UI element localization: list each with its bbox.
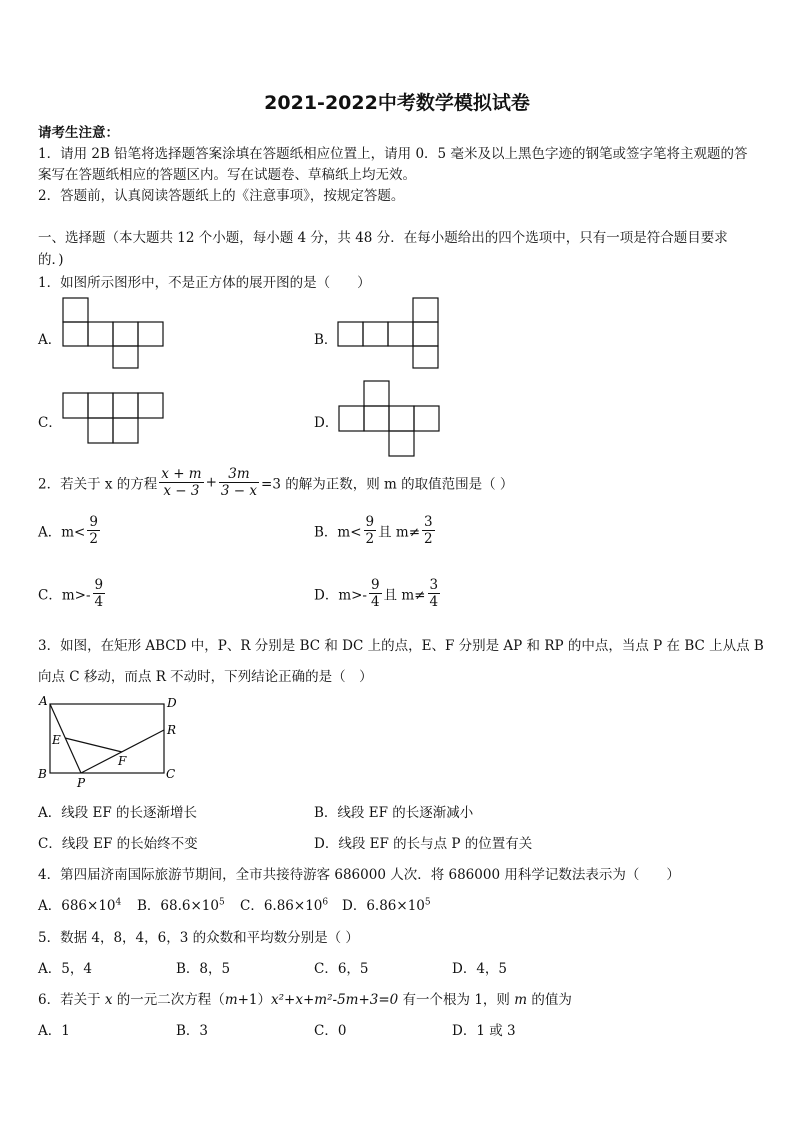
- q2-option-b-pre: B．m<: [314, 524, 362, 541]
- notice-item1-line1: 1．请用 2B 铅笔将选择题答案涂填在答题纸相应位置上，请用 0．5 毫米及以上黑色字迹的钢笔或签字笔将主观题的答: [38, 146, 748, 162]
- q2-option-a-pre: A．m<: [38, 524, 86, 541]
- q2-option-d-fraction-2: [428, 577, 441, 610]
- q2-option-b-num-2: 3: [424, 514, 433, 530]
- q2-option-c-pre: C．m>-: [38, 587, 91, 604]
- q3-label-d: D: [167, 696, 177, 710]
- section1-heading-line1: 一、选择题（本大题共 12 个小题，每小题 4 分，共 48 分．在每小题给出的四个选项中，只有一项是符合题目要求: [38, 230, 728, 246]
- q4-option-c-exponent: 6: [322, 897, 329, 908]
- q4-option-c: [240, 894, 328, 914]
- q3-label-a: A: [39, 694, 48, 708]
- q3-label-f: F: [118, 754, 127, 768]
- q2-option-d-num-1: 9: [371, 577, 380, 593]
- q3-label-p: P: [77, 776, 86, 790]
- notice-item1-line2: 案写在答题纸相应的答题区内。写在试题卷、草稿纸上均无效。: [38, 167, 416, 183]
- q2-stem-post: =3 的解为正数，则 m 的取值范围是（ ）: [261, 476, 514, 493]
- q1-option-a-label: A．: [38, 332, 62, 348]
- q2-option-b: [314, 514, 437, 547]
- notice-heading: 请考生注意：: [38, 125, 119, 141]
- q1-option-b-net: [337, 297, 442, 369]
- q2-option-c: [38, 577, 107, 610]
- q5-stem: 5．数据 4，8，4，6，3 的众数和平均数分别是（ ）: [38, 930, 359, 946]
- q2-option-c-num: 9: [94, 577, 104, 593]
- q6-equation: x²+x+m²-5m+3=0: [271, 992, 399, 1008]
- q2-option-b-fraction-2: [422, 514, 435, 547]
- q3-label-e: E: [52, 733, 61, 747]
- q2-option-d-den-1: 4: [371, 594, 380, 610]
- q4-option-c-base: C．6.86×10: [240, 898, 323, 914]
- q4-option-b-base: B．68.6×10: [137, 898, 219, 914]
- q6-stem-pre: 6．若关于: [38, 992, 105, 1008]
- q4-stem: 4．第四届济南国际旅游节期间，全市共接待游客 686000 人次．将 686000 用科学记数法表示为（ ）: [38, 867, 680, 883]
- q2-option-c-fraction: [93, 577, 106, 610]
- q2-stem-pre: 2．若关于 x 的方程: [38, 476, 158, 493]
- q2-option-a-fraction: [87, 514, 100, 547]
- q2-fraction-1: [159, 466, 203, 499]
- q1-option-d-net: [338, 380, 443, 458]
- q4-option-b: [137, 894, 225, 914]
- q2-fraction-1-den: x − 3: [163, 483, 200, 499]
- q1-option-a-net: [62, 297, 167, 369]
- q6-variable-m1: m: [224, 992, 238, 1008]
- q2-fraction-2-den: 3 − x: [220, 483, 258, 499]
- q2-option-d-fraction-1: [369, 577, 382, 610]
- q1-stem: 1．如图所示图形中，不是正方体的展开图的是（ ）: [38, 275, 371, 291]
- q3-option-d: D．线段 EF 的长与点 P 的位置有关: [314, 836, 533, 852]
- q6-stem: [38, 988, 572, 1008]
- q1-option-d-label: D．: [314, 415, 339, 431]
- q2-option-b-den-1: 2: [365, 531, 375, 547]
- q6-variable-x: x: [104, 992, 113, 1008]
- q2-fraction-2: [219, 466, 259, 499]
- q3-stem-line2: 向点 C 移动，而点 R 不动时，下列结论正确的是（ ）: [38, 669, 373, 685]
- q6-stem-mid3: 有一个根为 1，则: [398, 992, 515, 1008]
- q3-option-a: A．线段 EF 的长逐渐增长: [38, 805, 198, 821]
- q3-label-r: R: [167, 723, 177, 737]
- q6-option-c: C．0: [314, 1023, 347, 1039]
- q2-option-d-pre: D．m>-: [314, 587, 367, 604]
- q2-fraction-2-num: 3m: [219, 466, 259, 483]
- q3-option-b: B．线段 EF 的长逐渐减小: [314, 805, 474, 821]
- q3-option-c: C．线段 EF 的长始终不变: [38, 836, 198, 852]
- q4-option-a: [38, 894, 121, 914]
- q4-option-d: [342, 894, 431, 914]
- q5-option-d: D．4，5: [452, 961, 508, 977]
- q5-option-c: C．6，5: [314, 961, 369, 977]
- q2-option-a-num: 9: [89, 514, 98, 530]
- q6-stem-mid2: +1）: [237, 992, 272, 1008]
- q2-option-b-fraction-1: [364, 514, 377, 547]
- q1-option-b-label: B．: [314, 332, 338, 348]
- q3-segment-ef: [65, 738, 122, 752]
- q3-rectangle-figure: [36, 692, 181, 790]
- q2-option-d-num-2: 3: [429, 577, 439, 593]
- section1-heading-line2: 的．): [38, 252, 64, 268]
- q2-option-a: [38, 514, 102, 547]
- page-title: 2021-2022中考数学模拟试卷: [264, 92, 530, 114]
- q1-option-c-net: [62, 392, 167, 446]
- q6-stem-post: 的值为: [527, 992, 572, 1008]
- q6-stem-mid1: 的一元二次方程（: [112, 992, 225, 1008]
- q2-stem: [38, 466, 513, 499]
- q4-option-d-base: D．6.86×10: [342, 898, 425, 914]
- q2-option-d-mid: 且 m≠: [383, 587, 426, 604]
- q2-option-b-num-1: 9: [365, 514, 375, 530]
- q6-option-b: B．3: [176, 1023, 209, 1039]
- q3-stem-line1: 3．如图，在矩形 ABCD 中，P、R 分别是 BC 和 DC 上的点，E、F 分别是 AP 和 RP 的中点，当点 P 在 BC 上从点 B: [38, 638, 764, 654]
- q6-option-d: D．1 或 3: [452, 1023, 516, 1039]
- q5-option-b: B．8，5: [176, 961, 231, 977]
- notice-item2: 2．答题前，认真阅读答题纸上的《注意事项》，按规定答题。: [38, 188, 405, 204]
- q3-label-b: B: [38, 767, 47, 781]
- q2-option-a-den: 2: [89, 531, 98, 547]
- q2-option-d-den-2: 4: [429, 594, 439, 610]
- q3-label-c: C: [166, 767, 176, 781]
- q6-option-a: A．1: [38, 1023, 70, 1039]
- q4-option-d-exponent: 5: [424, 897, 431, 908]
- q4-option-b-exponent: 5: [218, 897, 225, 908]
- q2-plus: +: [205, 474, 217, 491]
- q4-option-a-exponent: 4: [115, 897, 122, 908]
- q6-variable-m2: m: [514, 992, 528, 1008]
- q4-option-a-base: A．686×10: [38, 898, 116, 914]
- q1-option-c-label: C．: [38, 415, 62, 431]
- q2-option-b-mid: 且 m≠: [378, 524, 421, 541]
- q2-fraction-1-num: x + m: [161, 466, 202, 482]
- q2-option-d: [314, 577, 442, 610]
- q2-option-c-den: 4: [94, 594, 104, 610]
- q5-option-a: A．5，4: [38, 961, 92, 977]
- q2-option-b-den-2: 2: [424, 531, 433, 547]
